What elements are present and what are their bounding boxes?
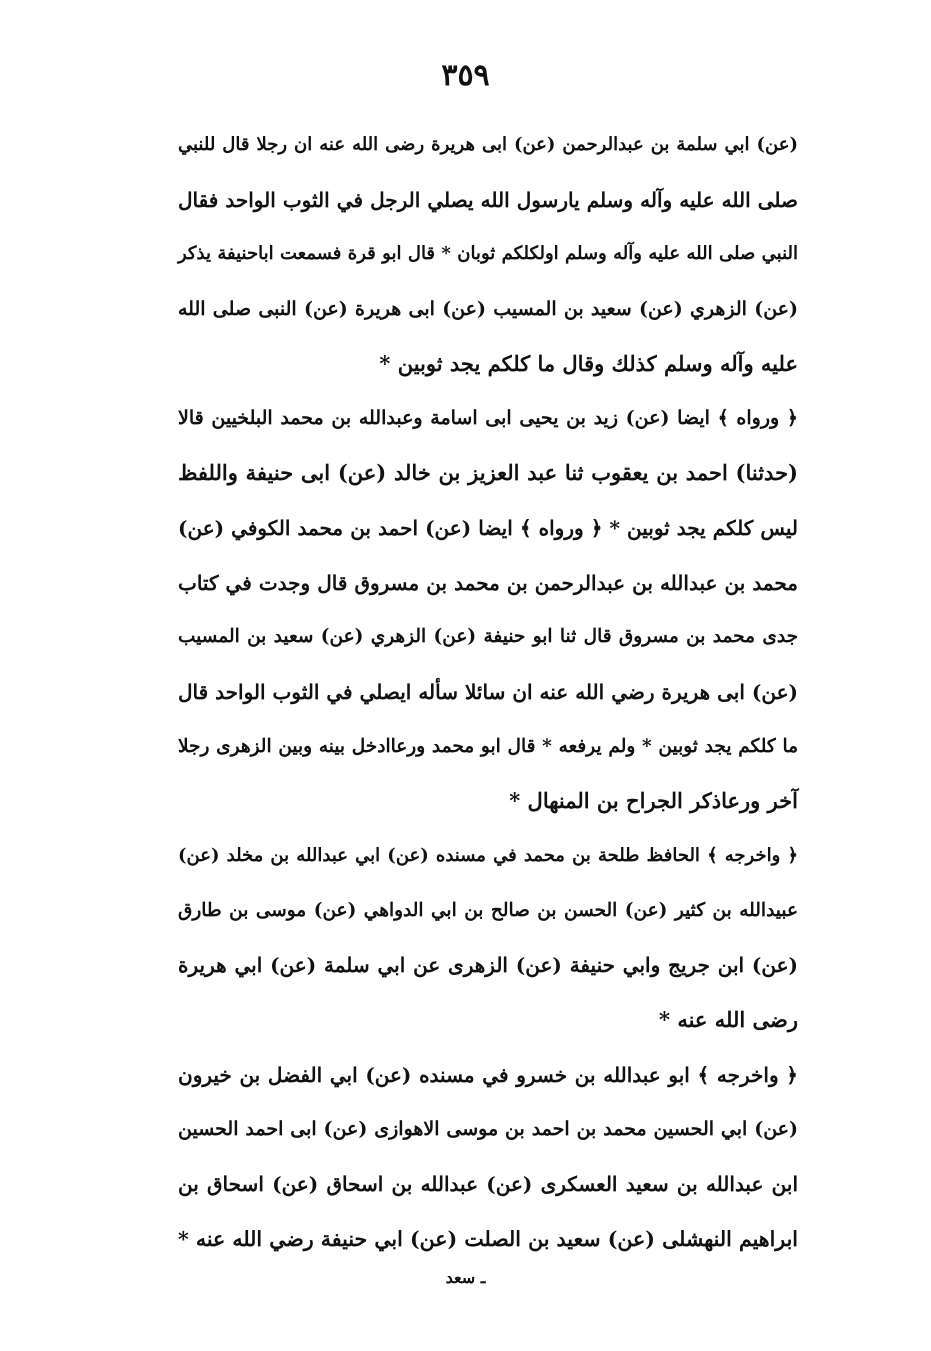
footer-signature: ـ سعد [445, 1268, 486, 1287]
text-line: جدى محمد بن مسروق قال ثنا ابو حنيفة (عن) الزهري (عن) سعيد بن المسيب [178, 626, 798, 648]
text-line: ﴿ واخرجه ﴾ الحافظ طلحة بن محمد في مسنده (عن) ابي عبدالله بن مخلد (عن) [178, 844, 798, 866]
text-line: النبي صلى الله عليه وآله وسلم اولكلكم ثوبان * قال ابو قرة فسمعت اباحنيفة يذكر [178, 243, 798, 265]
text-line: (عن) ابي الحسين محمد بن احمد بن موسى الاهوازى (عن) ابى احمد الحسين [178, 1118, 798, 1141]
text-line: محمد بن عبدالله بن عبدالرحمن بن محمد بن مسروق قال وجدت في كتاب [178, 570, 798, 595]
text-line: ﴿ واخرجه ﴾ ابو عبدالله بن خسرو في مسنده (عن) ابي الفضل بن خيرون [178, 1062, 798, 1087]
text-line: ﴿ ورواه ﴾ ايضا (عن) زيد بن يحيى ابى اسامة وعبدالله بن محمد البلخيين قالا [178, 407, 798, 430]
text-line: ابن عبدالله بن سعيد العسكرى (عن) عبدالله بن اسحاق (عن) اسحاق بن [178, 1172, 798, 1197]
text-line: عبيدالله بن كثير (عن) الحسن بن صالح بن ابي الدواهي (عن) موسى بن طارق [178, 899, 798, 921]
text-line: آخر ورعاذكر الجراح بن المنهال * [509, 788, 798, 814]
text-line: ما كلكم يجد ثوبين * ولم يرفعه * قال ابو محمد ورعاادخل بينه وبين الزهرى رجلا [178, 735, 798, 757]
text-line: ليس كلكم يجد ثوبين * ﴿ ورواه ﴾ ايضا (عن) احمد بن محمد الكوفي (عن) [178, 515, 798, 540]
text-line: (عن) الزهري (عن) سعيد بن المسيب (عن) ابى هريرة (عن) النبى صلى الله [178, 298, 798, 321]
text-line: عليه وآله وسلم كذلك وقال ما كلكم يجد ثوبين * [379, 350, 798, 376]
text-line: (حدثنا) احمد بن يعقوب ثنا عبد العزيز بن خالد (عن) ابى حنيفة واللفظ [178, 460, 798, 486]
text-line: رضى الله عنه * [659, 1007, 798, 1032]
main-text-block [178, 118, 798, 1266]
text-line: (عن) ابي سلمة بن عبدالرحمن (عن) ابى هريرة رضى الله عنه ان رجلا قال للنبي [178, 134, 798, 155]
text-line: ابراهيم النهشلى (عن) سعيد بن الصلت (عن) ابي حنيفة رضي الله عنه * [178, 1226, 798, 1251]
text-line: (عن) ابن جريج وابي حنيفة (عن) الزهرى عن ابي سلمة (عن) ابي هريرة [178, 953, 798, 978]
page-number: ٣٥٩ [441, 58, 490, 93]
text-line: (عن) ابى هريرة رضي الله عنه ان سائلا سأله ايصلي في الثوب الواحد قال [178, 679, 798, 704]
text-line: صلى الله عليه وآله وسلم يارسول الله يصلي الرجل في الثوب الواحد فقال [178, 187, 798, 212]
